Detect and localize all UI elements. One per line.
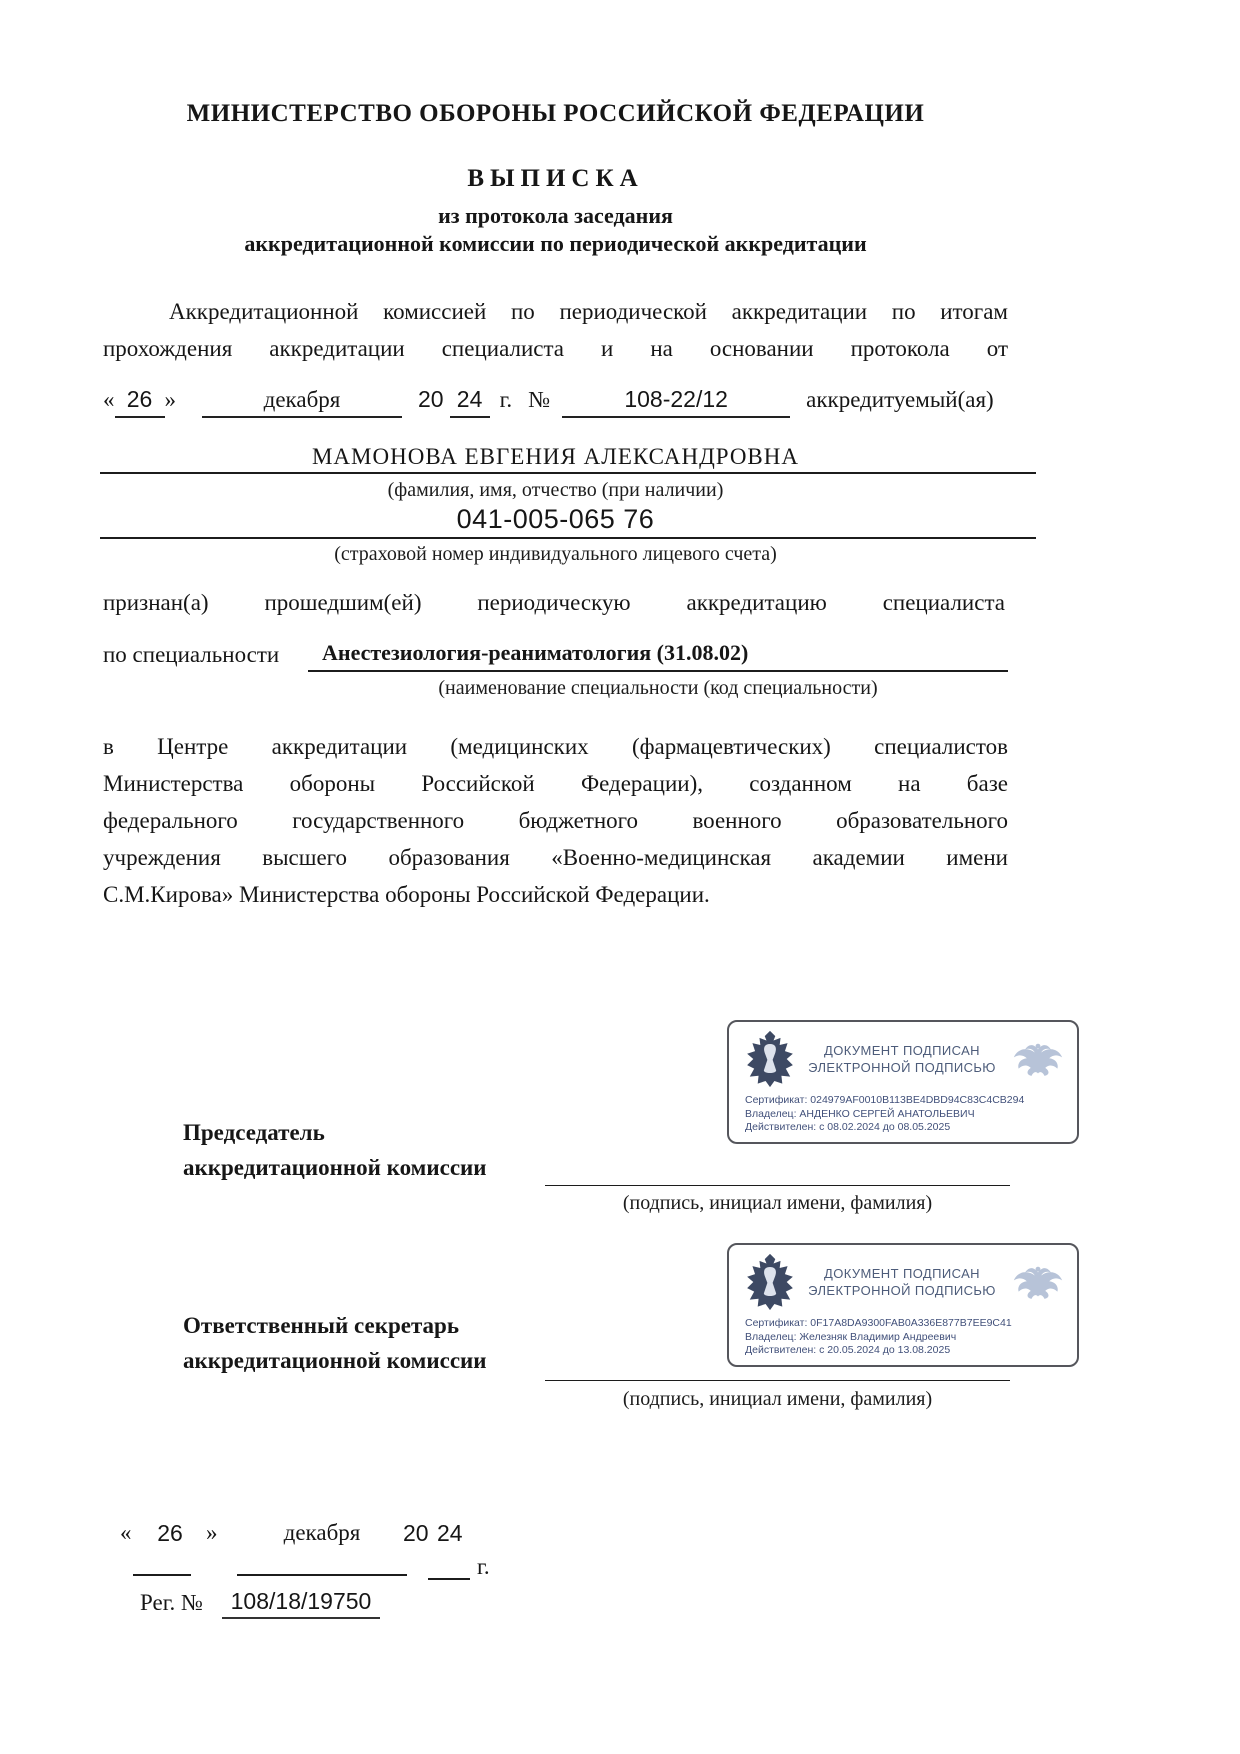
stamp-header	[745, 1030, 1067, 1088]
center-line-5: С.М.Кирова» Министерства обороны Российской Федерации.	[103, 882, 710, 907]
digital-signature-stamp-secretary	[727, 1243, 1079, 1367]
chairman-role-line1: Председатель	[183, 1120, 325, 1145]
stamp-owner: Владелец: Железняк Владимир Андреевич	[745, 1330, 957, 1343]
chairman-signature-caption: (подпись, инициал имени, фамилия)	[622, 1192, 933, 1214]
stamp-details	[745, 1317, 1067, 1358]
eagle-emblem-icon	[1009, 1261, 1067, 1303]
center-line-2: Министерства обороны Российской Федерации), созданном на базе	[103, 771, 1008, 796]
footer-century: 20	[403, 1520, 429, 1546]
stamp-owner: Владелец: АНДЕНКО СЕРГЕЙ АНАТОЛЬЕВИЧ	[745, 1107, 975, 1120]
footer-month-underline	[237, 1574, 407, 1576]
secretary-role-label	[183, 1308, 643, 1378]
snils-caption: (страховой номер индивидуального лицевого счета)	[334, 543, 777, 565]
stamp-title-line2: ЭЛЕКТРОННОЙ ПОДПИСЬЮ	[808, 1060, 996, 1075]
protocol-year-value: 24	[450, 386, 490, 418]
secretary-signature-line	[545, 1380, 1010, 1381]
stamp-certificate: Сертификат: 0F17A8DA9300FAB0A336E877B7EE9C41	[745, 1317, 1012, 1329]
close-quote: »	[164, 387, 176, 412]
footer-year-abbreviation: г.	[477, 1554, 490, 1579]
snils-underline	[100, 537, 1036, 539]
eagle-emblem-icon	[1009, 1038, 1067, 1080]
name-caption: (фамилия, имя, отчество (при наличии)	[387, 479, 724, 501]
stamp-details	[745, 1094, 1067, 1135]
accredited-label: аккредитуемый(ая)	[806, 387, 994, 412]
stamp-title-line1: ДОКУМЕНТ ПОДПИСАН	[824, 1043, 980, 1058]
stamp-title-line2: ЭЛЕКТРОННОЙ ПОДПИСЬЮ	[808, 1283, 996, 1298]
intro-line-2: прохождения аккредитации специалиста и на основании протокола от	[103, 336, 1008, 361]
year-abbreviation: г.	[499, 387, 513, 412]
chairman-signature-line	[545, 1185, 1010, 1186]
specialty-value: Анестезиология-реаниматология (31.08.02)	[322, 640, 749, 665]
stamp-validity: Действителен: с 08.02.2024 до 08.05.2025	[745, 1121, 951, 1133]
academy-crest-icon	[745, 1253, 795, 1311]
document-type-title: ВЫПИСКА	[467, 165, 644, 192]
intro-paragraph	[103, 293, 1008, 367]
person-full-name: МАМОНОВА ЕВГЕНИЯ АЛЕКСАНДРОВНА	[311, 444, 799, 469]
center-line-1: в Центре аккредитации (медицинских (фармацевтических) специалистов	[103, 734, 1008, 759]
specialty-label: по специальности	[103, 642, 280, 667]
stamp-certificate: Сертификат: 024979AF0010B113BE4DBD94C83C4CB294	[745, 1094, 1025, 1106]
protocol-number-value: 108-22/12	[562, 386, 790, 418]
chairman-role-line2: аккредитационной комиссии	[183, 1155, 487, 1180]
center-line-4: учреждения высшего образования «Военно-медицинская академии имени	[103, 845, 1008, 870]
protocol-date-line	[103, 386, 1013, 418]
document-subtitle-line1: из протокола заседания	[438, 203, 673, 228]
stamp-title-line1: ДОКУМЕНТ ПОДПИСАН	[824, 1266, 980, 1281]
accreditation-center-paragraph	[103, 728, 1008, 913]
registration-number-label: Рег. №	[140, 1590, 203, 1615]
footer-month-value: декабря	[283, 1520, 361, 1545]
stamp-header	[745, 1253, 1067, 1311]
snils-value: 041-005-065 76	[456, 504, 655, 534]
specialty-caption: (наименование специальности (код специальности)	[438, 677, 878, 699]
center-line-3: федерального государственного бюджетного военного образовательного	[103, 808, 1008, 833]
document-subtitle-line2: аккредитационной комиссии по периодической аккредитации	[244, 231, 867, 256]
footer-day-value: 26	[157, 1520, 183, 1546]
academy-crest-icon	[745, 1030, 795, 1088]
protocol-century: 20	[418, 386, 444, 412]
stamp-title	[801, 1265, 1003, 1299]
footer-day-underline	[133, 1574, 191, 1576]
specialty-underline	[308, 670, 1008, 672]
stamp-validity: Действителен: с 20.05.2024 до 13.08.2025	[745, 1344, 951, 1356]
secretary-role-line1: Ответственный секретарь	[183, 1313, 459, 1338]
secretary-signature-caption: (подпись, инициал имени, фамилия)	[622, 1388, 933, 1410]
footer-close-quote: »	[206, 1520, 218, 1545]
intro-line-1: Аккредитационной комиссией по периодической аккредитации по итогам	[169, 299, 1008, 324]
footer-open-quote: «	[120, 1520, 132, 1545]
protocol-day-value: 26	[115, 386, 165, 418]
footer-year-underline	[428, 1578, 470, 1580]
name-underline	[100, 472, 1036, 474]
digital-signature-stamp-chairman	[727, 1020, 1079, 1144]
open-quote: «	[103, 387, 115, 412]
chairman-role-label	[183, 1115, 643, 1185]
secretary-role-line2: аккредитационной комиссии	[183, 1348, 487, 1373]
registration-number-value: 108/18/19750	[222, 1588, 380, 1619]
number-sign: №	[528, 387, 551, 412]
footer-year-value: 24	[437, 1520, 463, 1546]
ministry-title: МИНИСТЕРСТВО ОБОРОНЫ РОССИЙСКОЙ ФЕДЕРАЦИИ	[186, 100, 925, 127]
recognition-line: признан(а) прошедшим(ей) периодическую аккредитацию специалиста	[103, 590, 1005, 615]
stamp-title	[801, 1042, 1003, 1076]
protocol-month-value: декабря	[202, 387, 402, 418]
